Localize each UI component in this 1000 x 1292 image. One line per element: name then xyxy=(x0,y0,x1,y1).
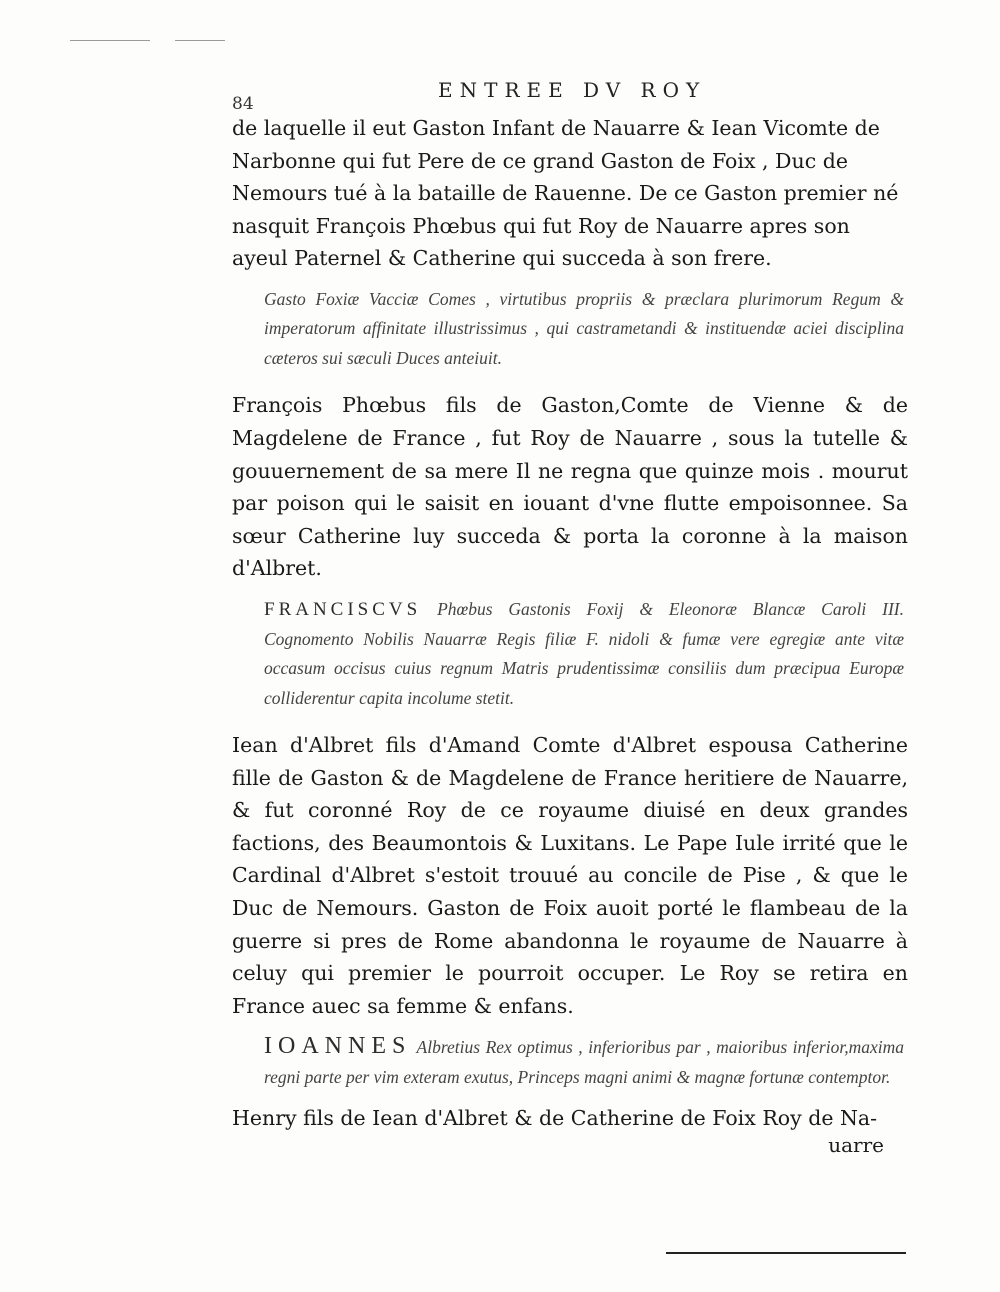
bottom-rule xyxy=(666,1252,906,1254)
book-page xyxy=(232,78,908,1157)
page-header xyxy=(232,78,908,112)
quotation-lead-word: FRANCISCVS xyxy=(264,599,422,621)
quotation-text: Phœbus Gastonis Foxij & Eleonoræ Blancæ Caroli III. Cognomento Nobilis Nauarræ Regis filiæ F. nidoli & fumæ vere egregiæ ante vitæ occasum occisus cuius regnum Matris prudentissimæ consiliis dum præcipua Europæ colliderentur capita incolume stetit. xyxy=(264,599,904,708)
quotation-text: Albretius Rex optimus , inferioribus par , maioribus inferior,maxima regni parte per vim exteram exutus, Princeps magni animi & magnæ fortunæ contemptor. xyxy=(264,1037,904,1087)
scan-edge-mark xyxy=(175,40,225,41)
latin-quotation xyxy=(232,595,908,713)
latin-quotation: Gasto Foxiæ Vacciæ Comes , virtutibus propriis & præclara plurimorum Regum & imperatorum affinitate illustrissimus , qui castrametandi & instituendæ aciei disciplina cæteros sui sæculi Duces anteiuit. xyxy=(264,288,904,368)
paragraph: Henry fils de Iean d'Albret & de Catherine de Foix Roy de Na- xyxy=(232,1106,878,1131)
paragraph: Iean d'Albret fils d'Amand Comte d'Albret espousa Catherine fille de Gaston & de Magdelene de France heritiere de Nauarre, & fut coronné Roy de ce royaume diuisé en deux grandes factions, des Beaumontois & Luxitans. Le Pape Iule irrité que le Cardinal d'Albret s'estoit trouué au concile de Pise , & que le Duc de Nemours. Gaston de Foix auoit porté le flambeau de la guerre si pres de Rome abandonna le royaume de Nauarre à celuy qui premier le pourroit occuper. Le Roy se retira en France auec sa femme & enfans. xyxy=(232,733,908,1018)
paragraph: de laquelle il eut Gaston Infant de Nauarre & Iean Vicomte de Narbonne qui fut Pere de ce grand Gaston de Foix , Duc de Nemours tué à la bataille de Rauenne. De ce Gaston premier né nasquit François Phœbus qui fut Roy de Nauarre apres son ayeul Paternel & Catherine qui succeda à son frere. xyxy=(232,116,899,271)
catchword: uarre xyxy=(828,1132,884,1157)
latin-quotation xyxy=(232,1032,908,1092)
paragraph: François Phœbus fils de Gaston,Comte de Vienne & de Magdelene de France , fut Roy de Nauarre , sous la tutelle & gouuernement de sa mere Il ne regna que quinze mois . mourut par poison qui le saisit en iouant d'vne flutte empoisonnee. Sa sœur Catherine luy succeda & porta la coronne à la maison d'Albret. xyxy=(232,393,908,581)
scan-edge-mark xyxy=(70,40,150,41)
quotation-lead-word: IOANNES xyxy=(264,1033,412,1060)
running-head: ENTREE DV ROY xyxy=(438,78,707,102)
page-number: 84 xyxy=(232,94,254,114)
